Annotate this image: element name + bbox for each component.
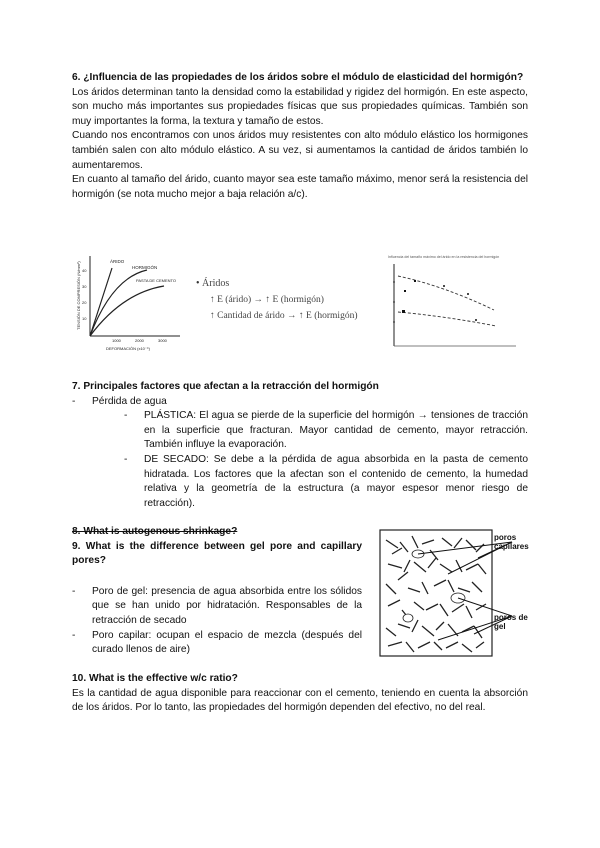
label-capillary-pores: poros capilares: [494, 533, 529, 551]
section-9-title: 9. What is the difference between gel pore and capillary pores?: [72, 540, 362, 567]
slide-bullet-1: • Áridos: [196, 278, 230, 289]
label-gel-pores: poros de gel: [494, 613, 528, 631]
section-10-title: 10. What is the effective w/c ratio?: [72, 673, 238, 684]
y-tick: 30: [82, 284, 87, 289]
y-tick: 10: [82, 316, 87, 321]
data-point: [475, 319, 477, 321]
section-8-title: 8. What is autogenous shrinkage?: [72, 526, 238, 537]
section-6-paragraph-1: Los áridos determinan tanto la densidad como la estabilidad y rigidez del hormigón. En este aspecto, son mucho más importantes sus propiedades físicas que sus propiedades químicas. También son muy importantes la forma, la textura y tamaño de estos.: [72, 86, 528, 127]
x-axis-label: DEFORMACIÓN (x10⁻⁶): [106, 346, 150, 351]
section-9-list: [72, 585, 362, 658]
data-point: [404, 290, 406, 292]
section-10: [72, 672, 528, 716]
stress-strain-figure: [72, 248, 184, 354]
label-cement-paste: PASTA DE CEMENTO: [136, 278, 177, 283]
list-item-capillary-pore: - Poro capilar: ocupan el espacio de mezcla (después del curado llenos de aire): [72, 629, 362, 656]
list-item-gel-pore: - Poro de gel: presencia de agua absorbida entre los sólidos que se han unido por hidratación. Responsables de la retracción de secado: [72, 585, 362, 626]
pore-structure-figure: [378, 528, 530, 660]
aggregate-size-figure: [384, 252, 518, 348]
slide-bullets: [196, 276, 382, 324]
list-item: - Pérdida de agua - PLÁSTICA: El agua se pierde de la superficie del hormigón → tensiones de tracción en la superficie que fracturan. Mayor cantidad de cemento, mayor retracción. También influye la evaporación. - DE SECADO: Se debe a la pérdida de agua absorbida en la pasta de cemento hidratada. Los factores que la afectan son el contenido de cemento, la humedad relativa y la geometría de la estructura (a mayor espesor menor riesgo de retracción).: [92, 395, 528, 512]
data-point: [467, 293, 469, 295]
capillary-pore: [403, 614, 413, 622]
x-tick: 1000: [112, 338, 121, 343]
section-8-9: [72, 525, 362, 658]
slide-bullet-2: ↑ E (árido) → ↑ E (hormigón): [210, 295, 324, 305]
section-10-paragraph: Es la cantidad de agua disponible para reaccionar con el cemento, teniendo en cuenta la absorción de los áridos. Por lo tanto, las propiedades del hormigón dependen del efectivo, no del real.: [72, 687, 528, 714]
label-concrete: HORMIGÓN: [132, 265, 158, 270]
data-point: [414, 280, 416, 282]
label-aggregate: ÁRIDO: [110, 259, 125, 264]
slide-bullet-3: ↑ Cantidad de árido → ↑ E (hormigón): [210, 311, 358, 321]
section-6-paragraph-2: Cuando nos encontramos con unos áridos muy resistentes con alto módulo elástico los hormigones también salen con alto módulo elástico. A su vez, si aumentamos la cantidad de áridos también lo aumentaremos.: [72, 130, 528, 171]
section-7-list: [72, 395, 528, 512]
y-tick: 40: [82, 268, 87, 273]
y-tick: 20: [82, 300, 87, 305]
sublist-item-plastic: - PLÁSTICA: El agua se pierde de la superficie del hormigón → tensiones de tracción en la superficie que fracturan. Mayor cantidad de cemento, mayor retracción. También influye la evaporación.: [124, 410, 528, 451]
x-tick: 2000: [135, 338, 144, 343]
sublist: [124, 409, 528, 511]
figure-2-title: Influencia del tamaño máximo del árido en la resistencia del hormigón: [388, 255, 500, 259]
data-point: [402, 310, 405, 313]
x-tick: 3000: [158, 338, 167, 343]
section-7: [72, 380, 528, 511]
sublist-item-drying: - DE SECADO: Se debe a la pérdida de agua absorbida en la pasta de cemento hidratada. Los factores que la afectan son el contenido de cemento, la humedad relativa y la geometría de la estructura (a mayor espesor menor riesgo de retracción).: [124, 453, 528, 509]
section-7-title: 7. Principales factores que afectan a la retracción del hormigón: [72, 381, 379, 392]
section-6-paragraph-3: En cuanto al tamaño del árido, cuanto mayor sea este tamaño máximo, menor será la resistencia del hormigón (se nota mucho mejor a baja relación a/c).: [72, 174, 528, 200]
section-6-title: 6. ¿Influencia de las propiedades de los áridos sobre el módulo de elasticidad del hormigón?: [72, 72, 524, 83]
section-6: [72, 71, 528, 202]
data-point: [443, 285, 445, 287]
y-axis-label: TENSIÓN DE COMPRESIÓN (N/mm²): [76, 261, 81, 330]
